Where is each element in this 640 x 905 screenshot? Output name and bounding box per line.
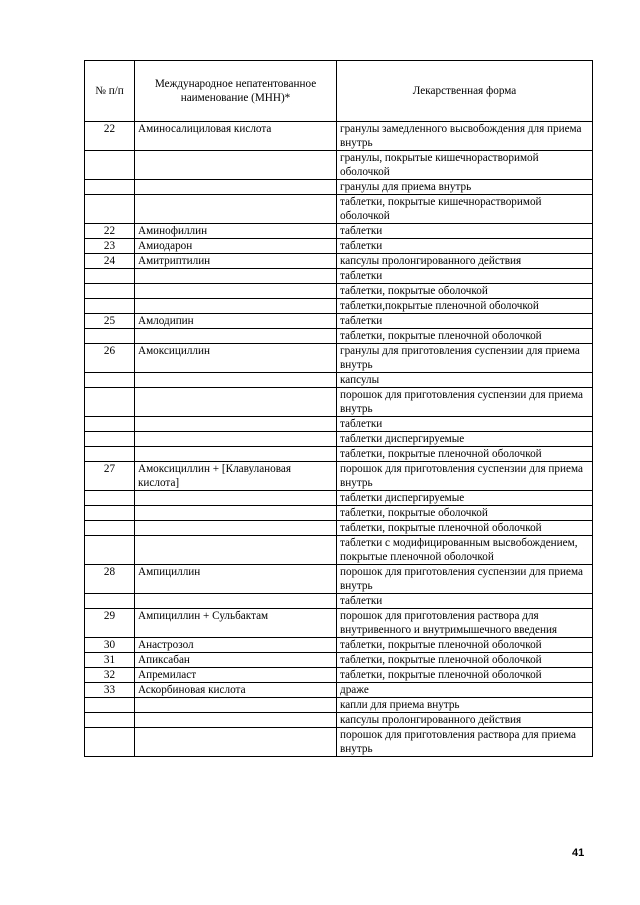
- dosage-form: таблетки, покрытые оболочкой: [337, 284, 593, 299]
- table-row: [85, 329, 593, 344]
- dosage-form: капли для приема внутрь: [337, 698, 593, 713]
- dosage-form: гранулы для приготовления суспензии для приема внутрь: [337, 344, 593, 373]
- table-row: [85, 536, 593, 565]
- dosage-form: таблетки: [337, 269, 593, 284]
- row-number: [85, 698, 135, 713]
- table-row: [85, 713, 593, 728]
- dosage-form: таблетки, покрытые пленочной оболочкой: [337, 447, 593, 462]
- dosage-form: порошок для приготовления суспензии для приема внутрь: [337, 388, 593, 417]
- table-row: [85, 668, 593, 683]
- dosage-form: гранулы, покрытые кишечнорастворимой оболочкой: [337, 151, 593, 180]
- dosage-form: порошок для приготовления суспензии для приема внутрь: [337, 462, 593, 491]
- inn-name: Амоксициллин + [Клавулановая кислота]: [135, 462, 337, 491]
- table-row: [85, 151, 593, 180]
- dosage-form: порошок для приготовления раствора для приема внутрь: [337, 728, 593, 757]
- inn-name: [135, 506, 337, 521]
- inn-name: [135, 521, 337, 536]
- dosage-form: таблетки: [337, 239, 593, 254]
- row-number: 31: [85, 653, 135, 668]
- row-number: 24: [85, 254, 135, 269]
- row-number: 28: [85, 565, 135, 594]
- row-number: 30: [85, 638, 135, 653]
- inn-name: [135, 284, 337, 299]
- dosage-form: таблетки, покрытые пленочной оболочкой: [337, 668, 593, 683]
- row-number: [85, 713, 135, 728]
- table-body: [85, 122, 593, 757]
- dosage-form: таблетки, покрытые кишечнорастворимой оболочкой: [337, 195, 593, 224]
- dosage-form: таблетки, покрытые оболочкой: [337, 506, 593, 521]
- table-row: [85, 609, 593, 638]
- row-number: [85, 180, 135, 195]
- inn-name: [135, 447, 337, 462]
- table-header: [85, 61, 593, 122]
- dosage-form: гранулы для приема внутрь: [337, 180, 593, 195]
- row-number: [85, 521, 135, 536]
- table-row: [85, 195, 593, 224]
- inn-name: [135, 299, 337, 314]
- dosage-form: таблетки, покрытые пленочной оболочкой: [337, 638, 593, 653]
- table-row: [85, 594, 593, 609]
- row-number: 32: [85, 668, 135, 683]
- row-number: [85, 447, 135, 462]
- header-row: [85, 61, 593, 122]
- row-number: 22: [85, 122, 135, 151]
- inn-name: Апиксабан: [135, 653, 337, 668]
- inn-name: Амиодарон: [135, 239, 337, 254]
- header-dosage-form: Лекарственная форма: [337, 61, 593, 122]
- row-number: 26: [85, 344, 135, 373]
- inn-name: [135, 417, 337, 432]
- dosage-form: таблетки диспергируемые: [337, 491, 593, 506]
- inn-name: Анастрозол: [135, 638, 337, 653]
- inn-name: [135, 713, 337, 728]
- dosage-form: капсулы пролонгированного действия: [337, 254, 593, 269]
- inn-name: Апремиласт: [135, 668, 337, 683]
- table-row: [85, 447, 593, 462]
- table-row: [85, 683, 593, 698]
- table-row: [85, 373, 593, 388]
- table-row: [85, 432, 593, 447]
- row-number: [85, 432, 135, 447]
- table-row: [85, 653, 593, 668]
- inn-name: [135, 195, 337, 224]
- table-row: [85, 284, 593, 299]
- dosage-form: таблетки, покрытые пленочной оболочкой: [337, 653, 593, 668]
- row-number: [85, 284, 135, 299]
- header-number: № п/п: [85, 61, 135, 122]
- row-number: 23: [85, 239, 135, 254]
- dosage-form: таблетки, покрытые пленочной оболочкой: [337, 521, 593, 536]
- dosage-form: порошок для приготовления раствора для внутривенного и внутримышечного введения: [337, 609, 593, 638]
- row-number: [85, 373, 135, 388]
- inn-name: [135, 491, 337, 506]
- dosage-form: таблетки: [337, 594, 593, 609]
- row-number: [85, 728, 135, 757]
- medicines-table: [84, 60, 593, 757]
- dosage-form: таблетки: [337, 314, 593, 329]
- dosage-form: капсулы: [337, 373, 593, 388]
- table-row: [85, 299, 593, 314]
- page-number: 41: [572, 847, 585, 859]
- inn-name: [135, 728, 337, 757]
- table-row: [85, 506, 593, 521]
- dosage-form: таблетки диспергируемые: [337, 432, 593, 447]
- table-row: [85, 462, 593, 491]
- dosage-form: таблетки, покрытые пленочной оболочкой: [337, 329, 593, 344]
- row-number: 33: [85, 683, 135, 698]
- row-number: [85, 417, 135, 432]
- dosage-form: капсулы пролонгированного действия: [337, 713, 593, 728]
- dosage-form: таблетки: [337, 417, 593, 432]
- inn-name: Аминосалициловая кислота: [135, 122, 337, 151]
- dosage-form: таблетки: [337, 224, 593, 239]
- table-row: [85, 314, 593, 329]
- inn-name: Амлодипин: [135, 314, 337, 329]
- inn-name: Аминофиллин: [135, 224, 337, 239]
- row-number: [85, 269, 135, 284]
- inn-name: [135, 594, 337, 609]
- row-number: [85, 299, 135, 314]
- header-inn-name: Международное непатентованное наименование (МНН)*: [135, 61, 337, 122]
- row-number: 27: [85, 462, 135, 491]
- table-row: [85, 180, 593, 195]
- table-row: [85, 417, 593, 432]
- table-row: [85, 239, 593, 254]
- inn-name: [135, 432, 337, 447]
- row-number: 22: [85, 224, 135, 239]
- inn-name: [135, 388, 337, 417]
- dosage-form: таблетки с модифицированным высвобождением, покрытые пленочной оболочкой: [337, 536, 593, 565]
- inn-name: [135, 536, 337, 565]
- row-number: [85, 151, 135, 180]
- table-row: [85, 728, 593, 757]
- inn-name: Аскорбиновая кислота: [135, 683, 337, 698]
- table-row: [85, 269, 593, 284]
- inn-name: Ампициллин + Сульбактам: [135, 609, 337, 638]
- inn-name: [135, 698, 337, 713]
- table-row: [85, 224, 593, 239]
- table-row: [85, 565, 593, 594]
- inn-name: Амоксициллин: [135, 344, 337, 373]
- row-number: [85, 388, 135, 417]
- dosage-form: гранулы замедленного высвобождения для приема внутрь: [337, 122, 593, 151]
- table-row: [85, 344, 593, 373]
- row-number: [85, 491, 135, 506]
- table-row: [85, 698, 593, 713]
- inn-name: [135, 373, 337, 388]
- inn-name: Амитриптилин: [135, 254, 337, 269]
- inn-name: Ампициллин: [135, 565, 337, 594]
- table-row: [85, 521, 593, 536]
- row-number: [85, 506, 135, 521]
- table-row: [85, 491, 593, 506]
- dosage-form: драже: [337, 683, 593, 698]
- dosage-form: порошок для приготовления суспензии для приема внутрь: [337, 565, 593, 594]
- row-number: [85, 594, 135, 609]
- inn-name: [135, 329, 337, 344]
- row-number: 25: [85, 314, 135, 329]
- row-number: [85, 195, 135, 224]
- dosage-form: таблетки,покрытые пленочной оболочкой: [337, 299, 593, 314]
- row-number: 29: [85, 609, 135, 638]
- table-row: [85, 388, 593, 417]
- table-row: [85, 638, 593, 653]
- inn-name: [135, 151, 337, 180]
- inn-name: [135, 180, 337, 195]
- table-row: [85, 254, 593, 269]
- row-number: [85, 536, 135, 565]
- table-row: [85, 122, 593, 151]
- inn-name: [135, 269, 337, 284]
- row-number: [85, 329, 135, 344]
